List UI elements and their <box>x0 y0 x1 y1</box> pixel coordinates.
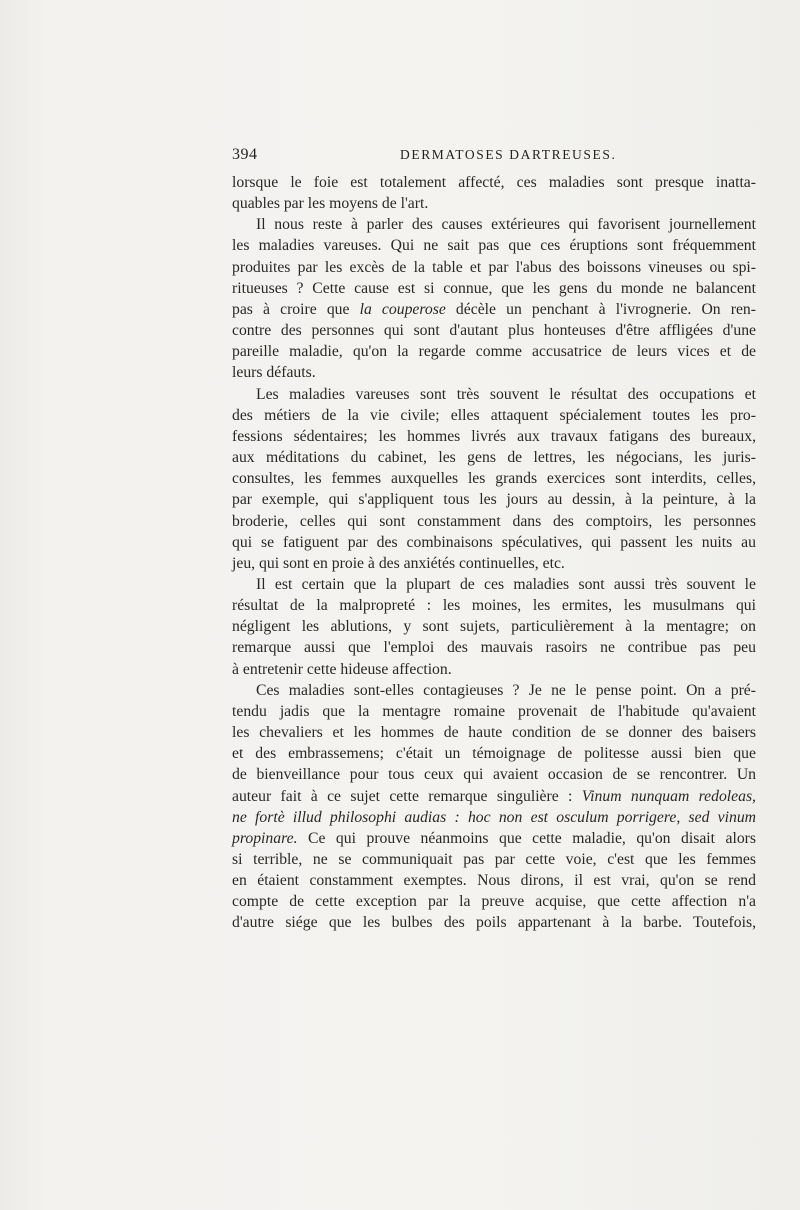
text-line: les chevaliers et les hommes de haute condition de se donner des baisers <box>232 724 756 742</box>
text-line: contre des personnes qui sont d'autant plus honteuses d'être affligées d'une <box>232 322 756 340</box>
text-run: décèle un penchant à l'ivrognerie. On ren- <box>445 300 756 318</box>
running-title: DERMATOSES DARTREUSES. <box>400 147 617 162</box>
text-run: auteur fait à ce sujet cette remarque singulière : <box>232 787 582 805</box>
text-line <box>232 786 756 807</box>
text-line: pareille maladie, qu'on la regarde comme accusatrice de leurs vices et de <box>232 343 756 361</box>
latin-quote: ne fortè illud philosophi audias : hoc non est osculum porrigere, sed vinum <box>232 808 756 826</box>
text-line: tendu jadis que la mentagre romaine provenait de l'habitude qu'avaient <box>232 702 756 720</box>
text-line: consultes, les femmes auxquelles les grands exercices sont interdits, celles, <box>232 470 756 488</box>
text-line: résultat de la malpropreté : les moines, les ermites, les musulmans qui <box>232 597 756 615</box>
text-line: de bienveillance pour tous ceux qui avaient occasion de se rencontrer. Un <box>232 766 756 784</box>
text-run: pas à croire que <box>232 300 360 318</box>
page-header <box>232 146 756 168</box>
paragraph-2 <box>232 214 756 383</box>
text-line: des métiers de la vie civile; elles attaquent spécialement toutes les pro- <box>232 406 756 424</box>
text-line: négligent les ablutions, y sont sujets, particulièrement à la mentagre; on <box>232 618 756 636</box>
text-line: par exemple, qui s'appliquent tous les jours au dessin, à la peinture, à la <box>232 491 756 509</box>
paragraph-5 <box>232 680 756 934</box>
text-line: leurs défauts. <box>232 364 316 382</box>
text-line: lorsque le foie est totalement affecté, ces maladies sont presque inatta- <box>232 174 756 191</box>
latin-quote: propinare. <box>232 829 298 847</box>
text-line: à entretenir cette hideuse affection. <box>232 660 452 678</box>
text-line: d'autre siége que les bulbes des poils appartenant à la barbe. Toutefois, <box>232 914 756 932</box>
text-line: et des embrassemens; c'était un témoignage de politesse aussi bien que <box>232 745 756 763</box>
paragraph-1 <box>232 172 756 214</box>
text-line: Il est certain que la plupart de ces maladies sont aussi très souvent le <box>256 575 756 593</box>
text-line: Ces maladies sont-elles contagieuses ? Je ne le pense point. On a pré- <box>256 681 756 699</box>
paragraph-4 <box>232 574 756 680</box>
text-line: quables par les moyens de l'art. <box>232 195 429 213</box>
text-line: Les maladies vareuses sont très souvent le résultat des occupations et <box>256 385 756 403</box>
text-line: jeu, qui sont en proie à des anxiétés continuelles, etc. <box>232 554 565 572</box>
text-line: compte de cette exception par la preuve acquise, que cette affection n'a <box>232 893 756 911</box>
text-line: remarque aussi que l'emploi des mauvais rasoirs ne contribue pas peu <box>232 639 756 657</box>
text-line: broderie, celles qui sont constamment dans des comptoirs, les personnes <box>232 512 756 530</box>
body-text <box>232 172 756 934</box>
text-line: si terrible, ne se communiquait pas par cette voie, c'est que les femmes <box>232 851 756 868</box>
page-number: 394 <box>232 146 258 163</box>
text-line <box>232 807 756 828</box>
latin-quote: Vinum nunquam redoleas, <box>581 787 756 805</box>
text-line <box>232 299 756 320</box>
italic-term: la couperose <box>359 300 446 318</box>
text-line: qui se fatiguent par des combinaisons spéculatives, qui passent les nuits au <box>232 533 756 551</box>
paragraph-3 <box>232 384 756 574</box>
text-line: en étaient constamment exemptes. Nous dirons, il est vrai, qu'on se rend <box>232 872 756 890</box>
text-line: produites par les excès de la table et par l'abus des boissons vineuses ou spi- <box>232 258 756 276</box>
text-line: fessions sédentaires; les hommes livrés aux travaux fatigans des bureaux, <box>232 427 756 445</box>
text-line: aux méditations du cabinet, les gens de lettres, les négocians, les juris- <box>232 449 756 467</box>
text-line: ritueuses ? Cette cause est si connue, que les gens du monde ne balancent <box>232 279 756 297</box>
text-line <box>232 828 756 849</box>
text-line: Il nous reste à parler des causes extérieures qui favorisent journellement <box>256 216 756 234</box>
text-run: Ce qui prouve néanmoins que cette maladie, qu'on disait alors <box>297 829 756 847</box>
text-line: les maladies vareuses. Qui ne sait pas que ces éruptions sont fréquemment <box>232 237 756 255</box>
